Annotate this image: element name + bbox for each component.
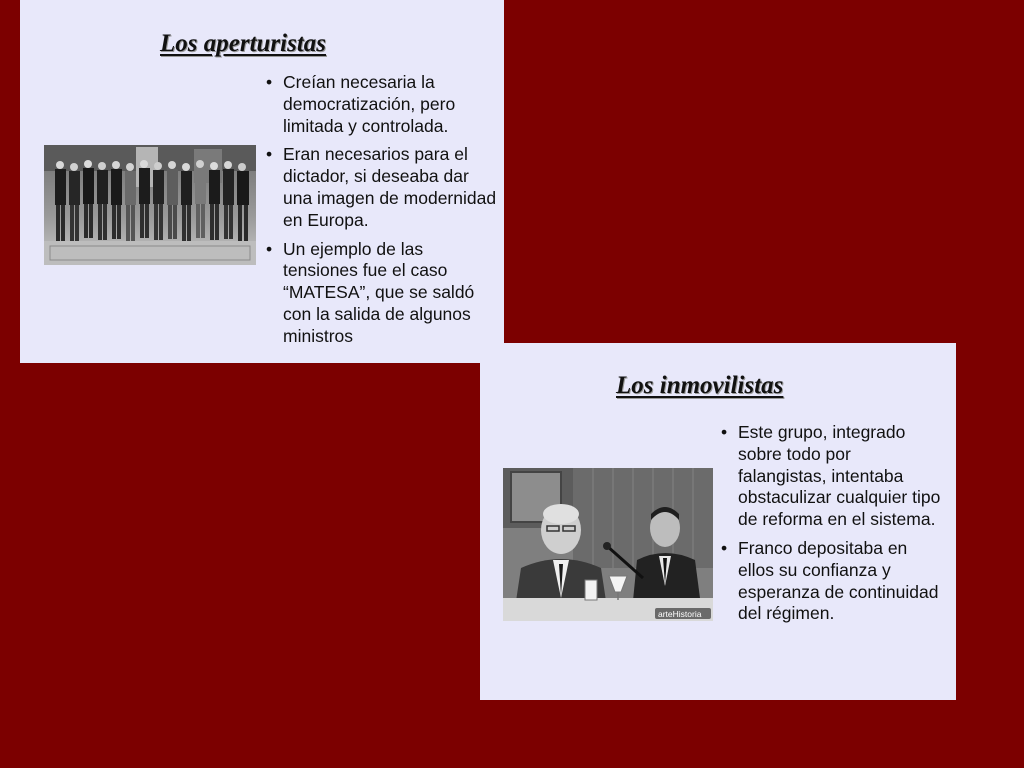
inmovilistas-title: Los inmovilistas <box>616 372 784 399</box>
list-item: • Eran necesarios para el dictador, si deseaba dar una imagen de modernidad en Europa. <box>266 144 502 231</box>
inmovilistas-bullet-list <box>721 422 941 632</box>
list-item: • Creían necesaria la democratización, pero limitada y controlada. <box>266 72 502 137</box>
watermark-logo: arteHistoria <box>658 609 702 619</box>
inmovilistas-press-photo <box>503 468 713 621</box>
aperturistas-panel <box>20 0 504 363</box>
aperturistas-group-photo <box>44 145 256 265</box>
inmovilistas-panel <box>480 343 956 700</box>
list-item: • Un ejemplo de las tensiones fue el caso “MATESA”, que se saldó con la salida de algunos ministros <box>266 239 502 348</box>
aperturistas-bullet-list <box>266 72 502 355</box>
list-item: • Este grupo, integrado sobre todo por falangistas, intentaba obstaculizar cualquier tipo de reforma en el sistema. <box>721 422 941 531</box>
aperturistas-title: Los aperturistas <box>160 30 327 57</box>
list-item: • Franco depositaba en ellos su confianza y esperanza de continuidad del régimen. <box>721 538 941 625</box>
